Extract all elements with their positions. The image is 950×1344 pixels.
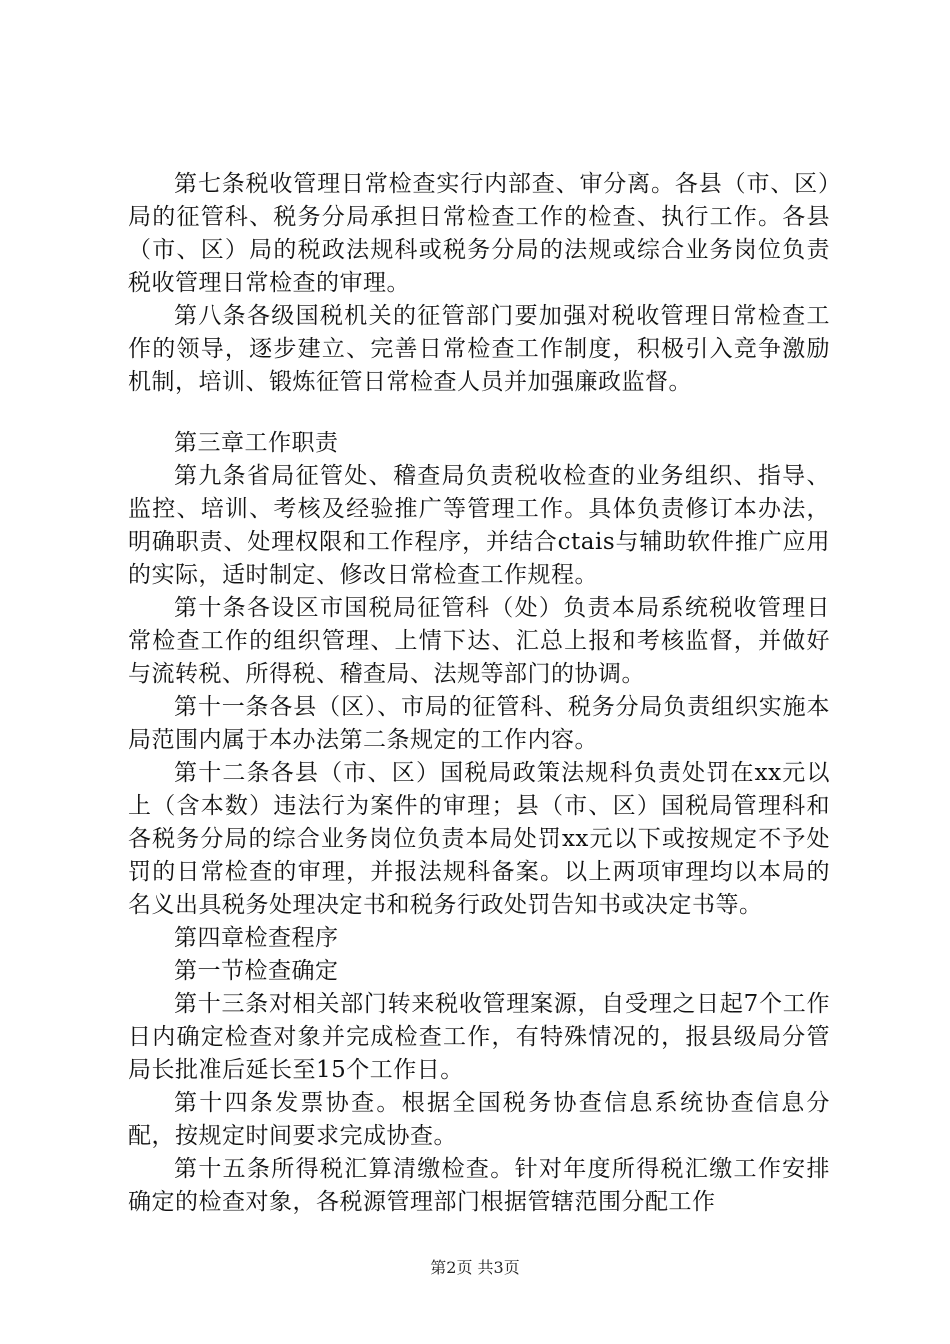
- article-8-paragraph: 第八条各级国税机关的征管部门要加强对税收管理日常检查工作的领导，逐步建立、完善日常检查工作制度，积极引入竞争激励机制，培训、锻炼征管日常检查人员并加强廉政监督。: [128, 303, 830, 395]
- article-13-paragraph: 第十三条对相关部门转来税收管理案源，自受理之日起7个工作日内确定检查对象并完成检查工作，有特殊情况的，报县级局分管局长批准后延长至15个工作日。: [128, 991, 830, 1083]
- article-15-paragraph: 第十五条所得税汇算清缴检查。针对年度所得税汇缴工作安排确定的检查对象，各税源管理部门根据管辖范围分配工作: [128, 1156, 830, 1215]
- article-12-paragraph: 第十二条各县（市、区）国税局政策法规科负责处罚在xx元以上（含本数）违法行为案件的审理；县（市、区）国税局管理科和各税务分局的综合业务岗位负责本局处罚xx元以下或按规定不予处罚的日常检查的审理，并报法规科备案。以上两项审理均以本局的名义出具税务处理决定书和税务行政处罚告知书或决定书等。: [128, 760, 830, 918]
- article-14-paragraph: 第十四条发票协查。根据全国税务协查信息系统协查信息分配，按规定时间要求完成协查。: [128, 1090, 830, 1149]
- chapter-3-heading: 第三章工作职责: [174, 430, 339, 456]
- page-total: 共3页: [477, 1258, 520, 1277]
- article-9-paragraph: 第九条省局征管处、稽查局负责税收检查的业务组织、指导、监控、培训、考核及经验推广等管理工作。具体负责修订本办法，明确职责、处理权限和工作程序，并结合ctais与辅助软件推广应用的实际，适时制定、修改日常检查工作规程。: [128, 463, 830, 588]
- page-footer: [0, 1258, 950, 1278]
- document-body: [128, 168, 830, 1219]
- article-10-paragraph: 第十条各设区市国税局征管科（处）负责本局系统税收管理日常检查工作的组织管理、上情下达、汇总上报和考核监督，并做好与流转税、所得税、稽查局、法规等部门的协调。: [128, 595, 830, 687]
- page-number: 第2页: [430, 1258, 473, 1277]
- article-7-paragraph: 第七条税收管理日常检查实行内部查、审分离。各县（市、区）局的征管科、税务分局承担日常检查工作的检查、执行工作。各县（市、区）局的税政法规科或税务分局的法规或综合业务岗位负责税收管理日常检查的审理。: [128, 171, 830, 296]
- article-11-paragraph: 第十一条各县（区）、市局的征管科、税务分局负责组织实施本局范围内属于本办法第二条规定的工作内容。: [128, 694, 830, 753]
- section-1-heading: 第一节检查确定: [174, 958, 339, 984]
- chapter-4-heading: 第四章检查程序: [174, 925, 339, 951]
